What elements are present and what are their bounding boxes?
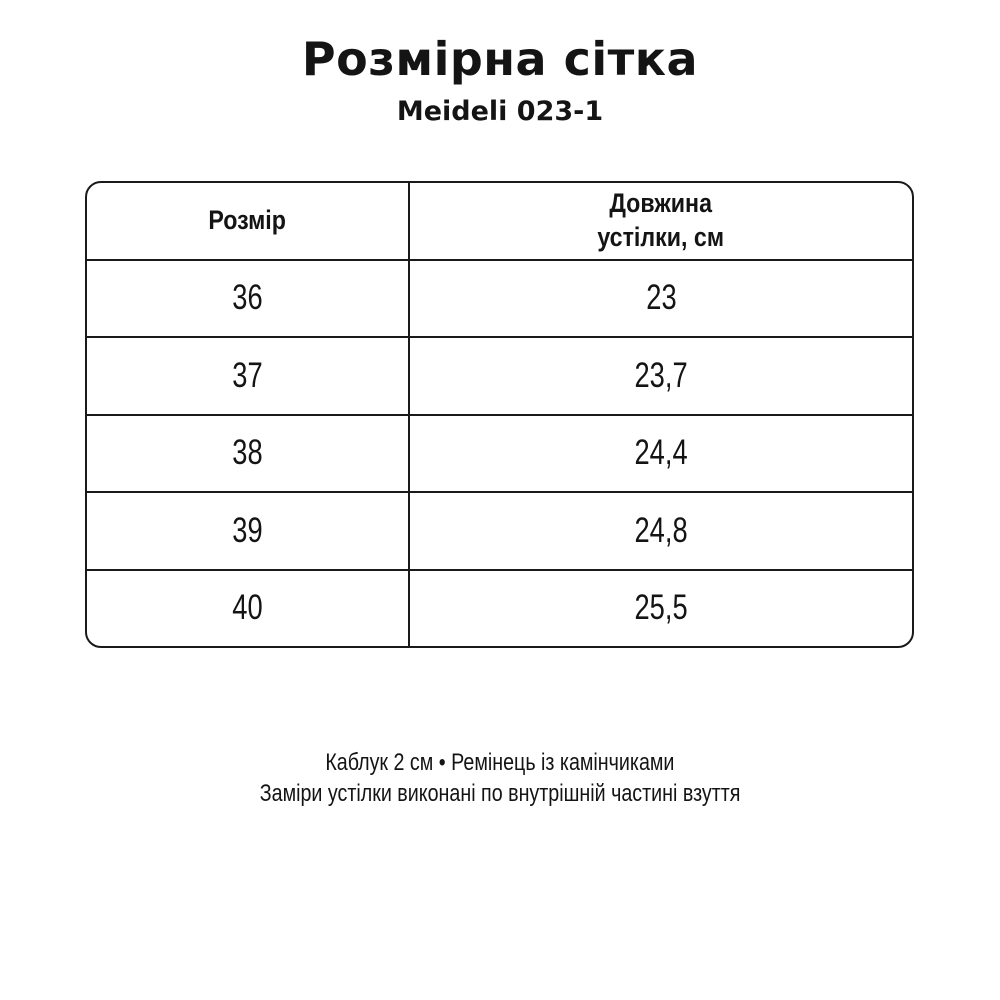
length-column-label: Довжина устілки, см [597, 188, 725, 252]
table-row [87, 336, 912, 414]
table-row [87, 569, 912, 647]
length-value: 24,4 [634, 433, 688, 473]
size-column-label: Розмір [208, 204, 287, 235]
length-value: 24,8 [634, 510, 688, 550]
table-row [87, 491, 912, 569]
footer-note-measurement: Заміри устілки виконані по внутрішній частині взуття [259, 780, 741, 807]
size-value: 39 [232, 510, 263, 550]
size-value: 36 [232, 278, 263, 318]
length-cell [410, 571, 912, 647]
length-cell [410, 493, 912, 569]
length-value: 25,5 [634, 588, 688, 628]
size-value: 37 [232, 355, 263, 395]
table-header-row [87, 183, 912, 259]
size-cell [87, 261, 410, 337]
header-cell-length [410, 183, 912, 259]
size-cell [87, 571, 410, 647]
length-value: 23 [645, 278, 677, 318]
header-cell-size [87, 183, 410, 259]
size-value: 40 [232, 588, 263, 628]
page-title: Розмірна сітка [301, 32, 699, 86]
length-cell [410, 261, 912, 337]
size-value: 38 [232, 433, 263, 473]
product-model: Meideli 023-1 [396, 96, 604, 127]
length-cell [410, 416, 912, 492]
length-cell [410, 338, 912, 414]
table-row [87, 414, 912, 492]
size-table [85, 181, 914, 648]
size-cell [87, 338, 410, 414]
length-value: 23,7 [634, 355, 688, 395]
size-cell [87, 416, 410, 492]
footer-note-features: Каблук 2 см • Ремінець із камінчиками [325, 749, 675, 776]
table-row [87, 259, 912, 337]
footer-notes [0, 747, 1000, 809]
size-cell [87, 493, 410, 569]
